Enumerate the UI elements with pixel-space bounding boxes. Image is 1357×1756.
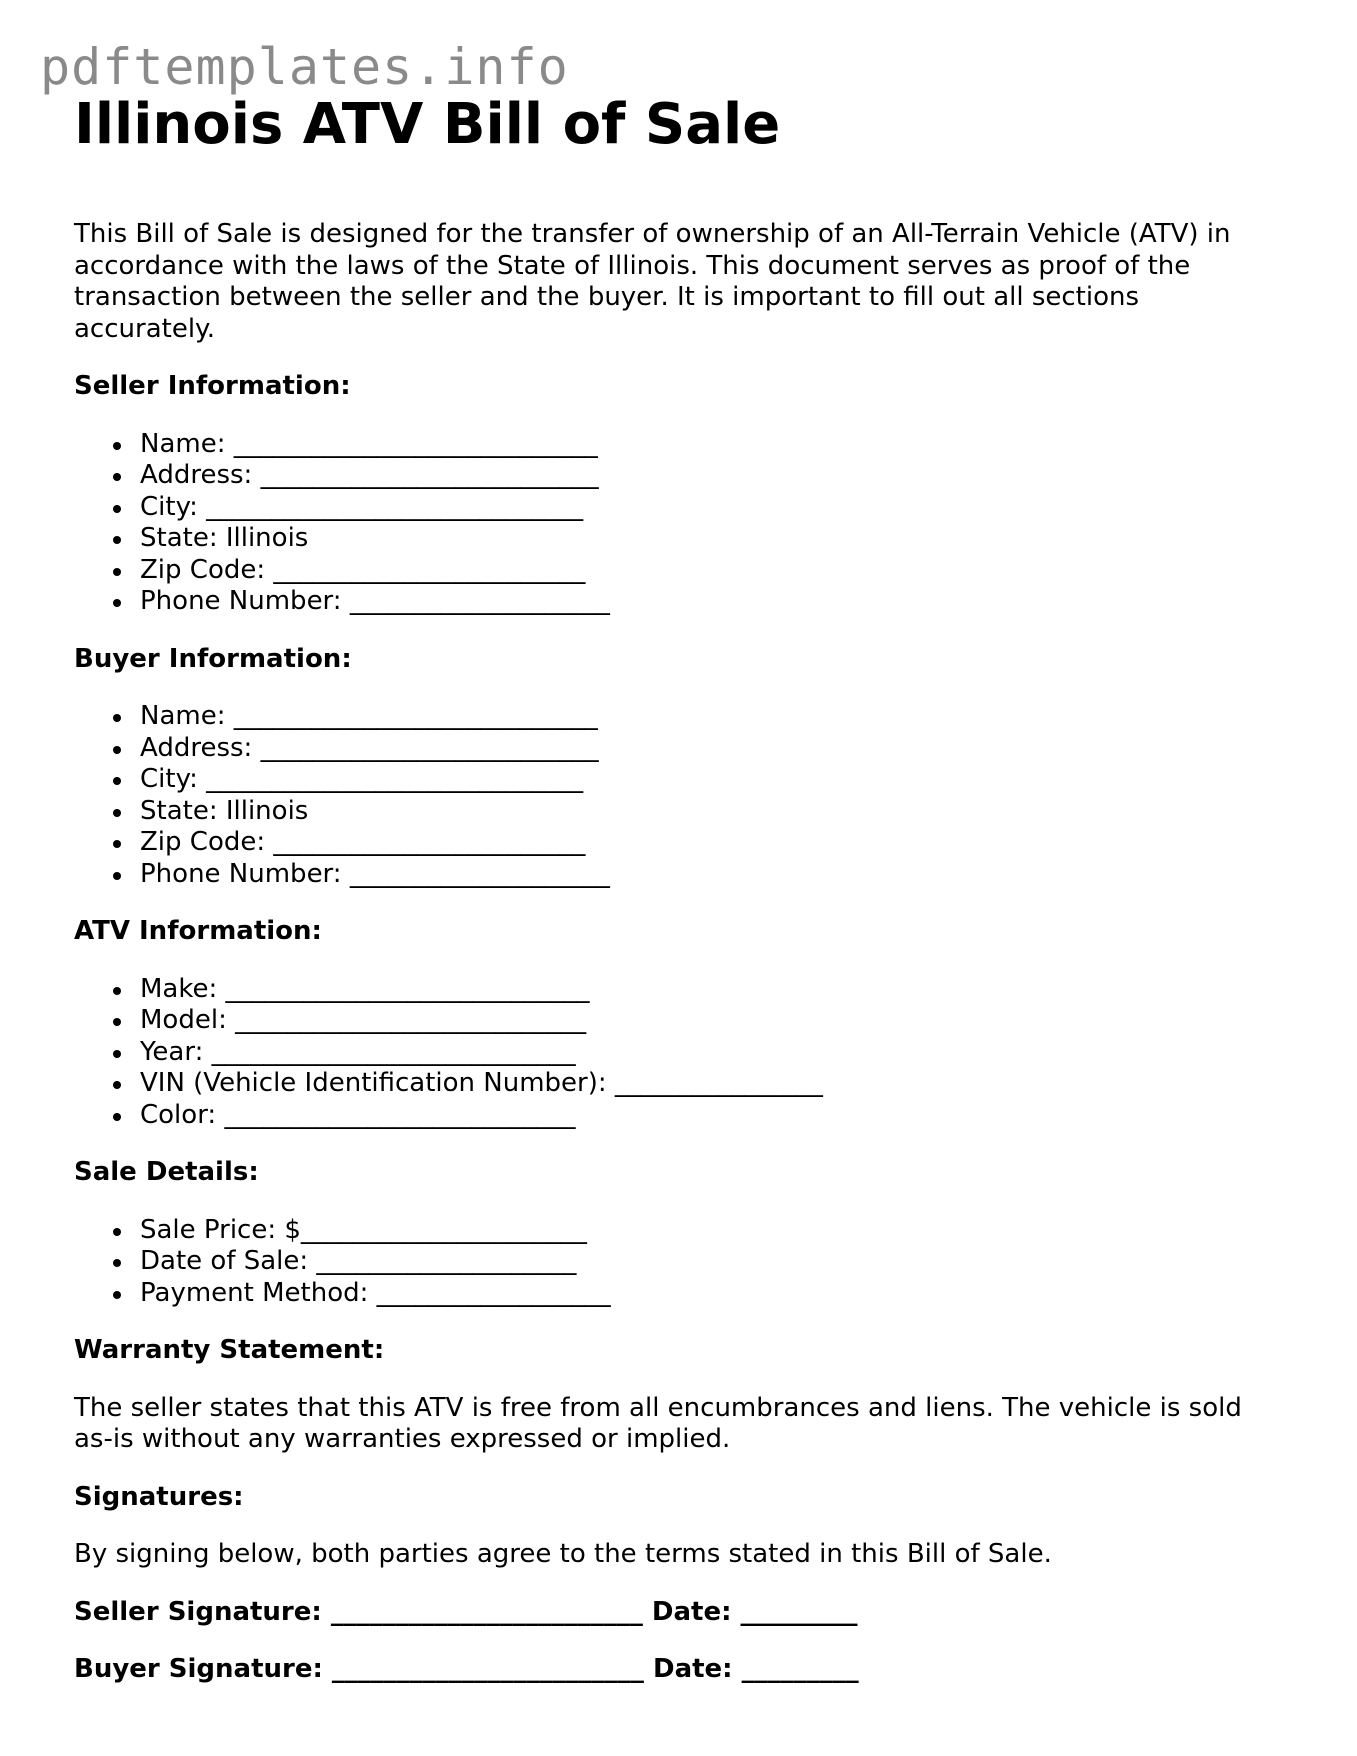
atv-heading: ATV Information: <box>74 916 322 947</box>
page-title: Illinois ATV Bill of Sale <box>74 92 781 157</box>
buyer-address-field[interactable]: Address: __________________________ <box>140 733 1284 765</box>
atv-vin-field[interactable]: VIN (Vehicle Identification Number): ________________ <box>140 1068 1284 1100</box>
atv-color-field[interactable]: Color: ___________________________ <box>140 1100 1284 1132</box>
seller-phone-field[interactable]: Phone Number: ____________________ <box>140 586 1284 618</box>
buyer-city-field[interactable]: City: _____________________________ <box>140 764 1284 796</box>
sale-heading: Sale Details: <box>74 1157 259 1188</box>
warranty-text: The seller states that this ATV is free from all encumbrances and liens. The vehicle is sold as-is without any warranties expressed or implied. <box>74 1392 1242 1455</box>
sale-list <box>74 1215 1284 1310</box>
buyer-zip-field[interactable]: Zip Code: ________________________ <box>140 827 1284 859</box>
signatures-heading: Signatures: <box>74 1481 244 1512</box>
warranty-heading: Warranty Statement: <box>74 1335 385 1366</box>
atv-list <box>74 974 1284 1132</box>
buyer-signature-line[interactable]: Buyer Signature: ________________________ Date: _________ <box>74 1654 859 1685</box>
seller-heading: Seller Information: <box>74 371 351 402</box>
seller-signature-line[interactable]: Seller Signature: ________________________ Date: _________ <box>74 1596 858 1627</box>
buyer-list <box>74 701 1284 890</box>
atv-model-field[interactable]: Model: ___________________________ <box>140 1005 1284 1037</box>
buyer-heading: Buyer Information: <box>74 643 352 674</box>
watermark: pdftemplates.info <box>40 38 569 96</box>
atv-year-field[interactable]: Year: ____________________________ <box>140 1037 1284 1069</box>
buyer-state: State: Illinois <box>140 796 1284 828</box>
seller-list <box>74 429 1284 618</box>
seller-zip-field[interactable]: Zip Code: ________________________ <box>140 555 1284 587</box>
signatures-text: By signing below, both parties agree to the terms stated in this Bill of Sale. <box>74 1539 1052 1570</box>
sale-date-field[interactable]: Date of Sale: ____________________ <box>140 1246 1284 1278</box>
payment-method-field[interactable]: Payment Method: __________________ <box>140 1278 1284 1310</box>
intro-paragraph: This Bill of Sale is designed for the transfer of ownership of an All-Terrain Vehicle (ATV) in accordance with the laws of the State of Illinois. This document serves as proof of the transaction between the seller and the buyer. It is important to fill out all sections accurately. <box>74 219 1231 344</box>
buyer-phone-field[interactable]: Phone Number: ____________________ <box>140 859 1284 891</box>
buyer-name-field[interactable]: Name: ____________________________ <box>140 701 1284 733</box>
seller-state: State: Illinois <box>140 523 1284 555</box>
seller-address-field[interactable]: Address: __________________________ <box>140 460 1284 492</box>
atv-make-field[interactable]: Make: ____________________________ <box>140 974 1284 1006</box>
seller-city-field[interactable]: City: _____________________________ <box>140 492 1284 524</box>
sale-price-field[interactable]: Sale Price: $______________________ <box>140 1215 1284 1247</box>
seller-name-field[interactable]: Name: ____________________________ <box>140 429 1284 461</box>
document-page <box>74 93 1284 1686</box>
